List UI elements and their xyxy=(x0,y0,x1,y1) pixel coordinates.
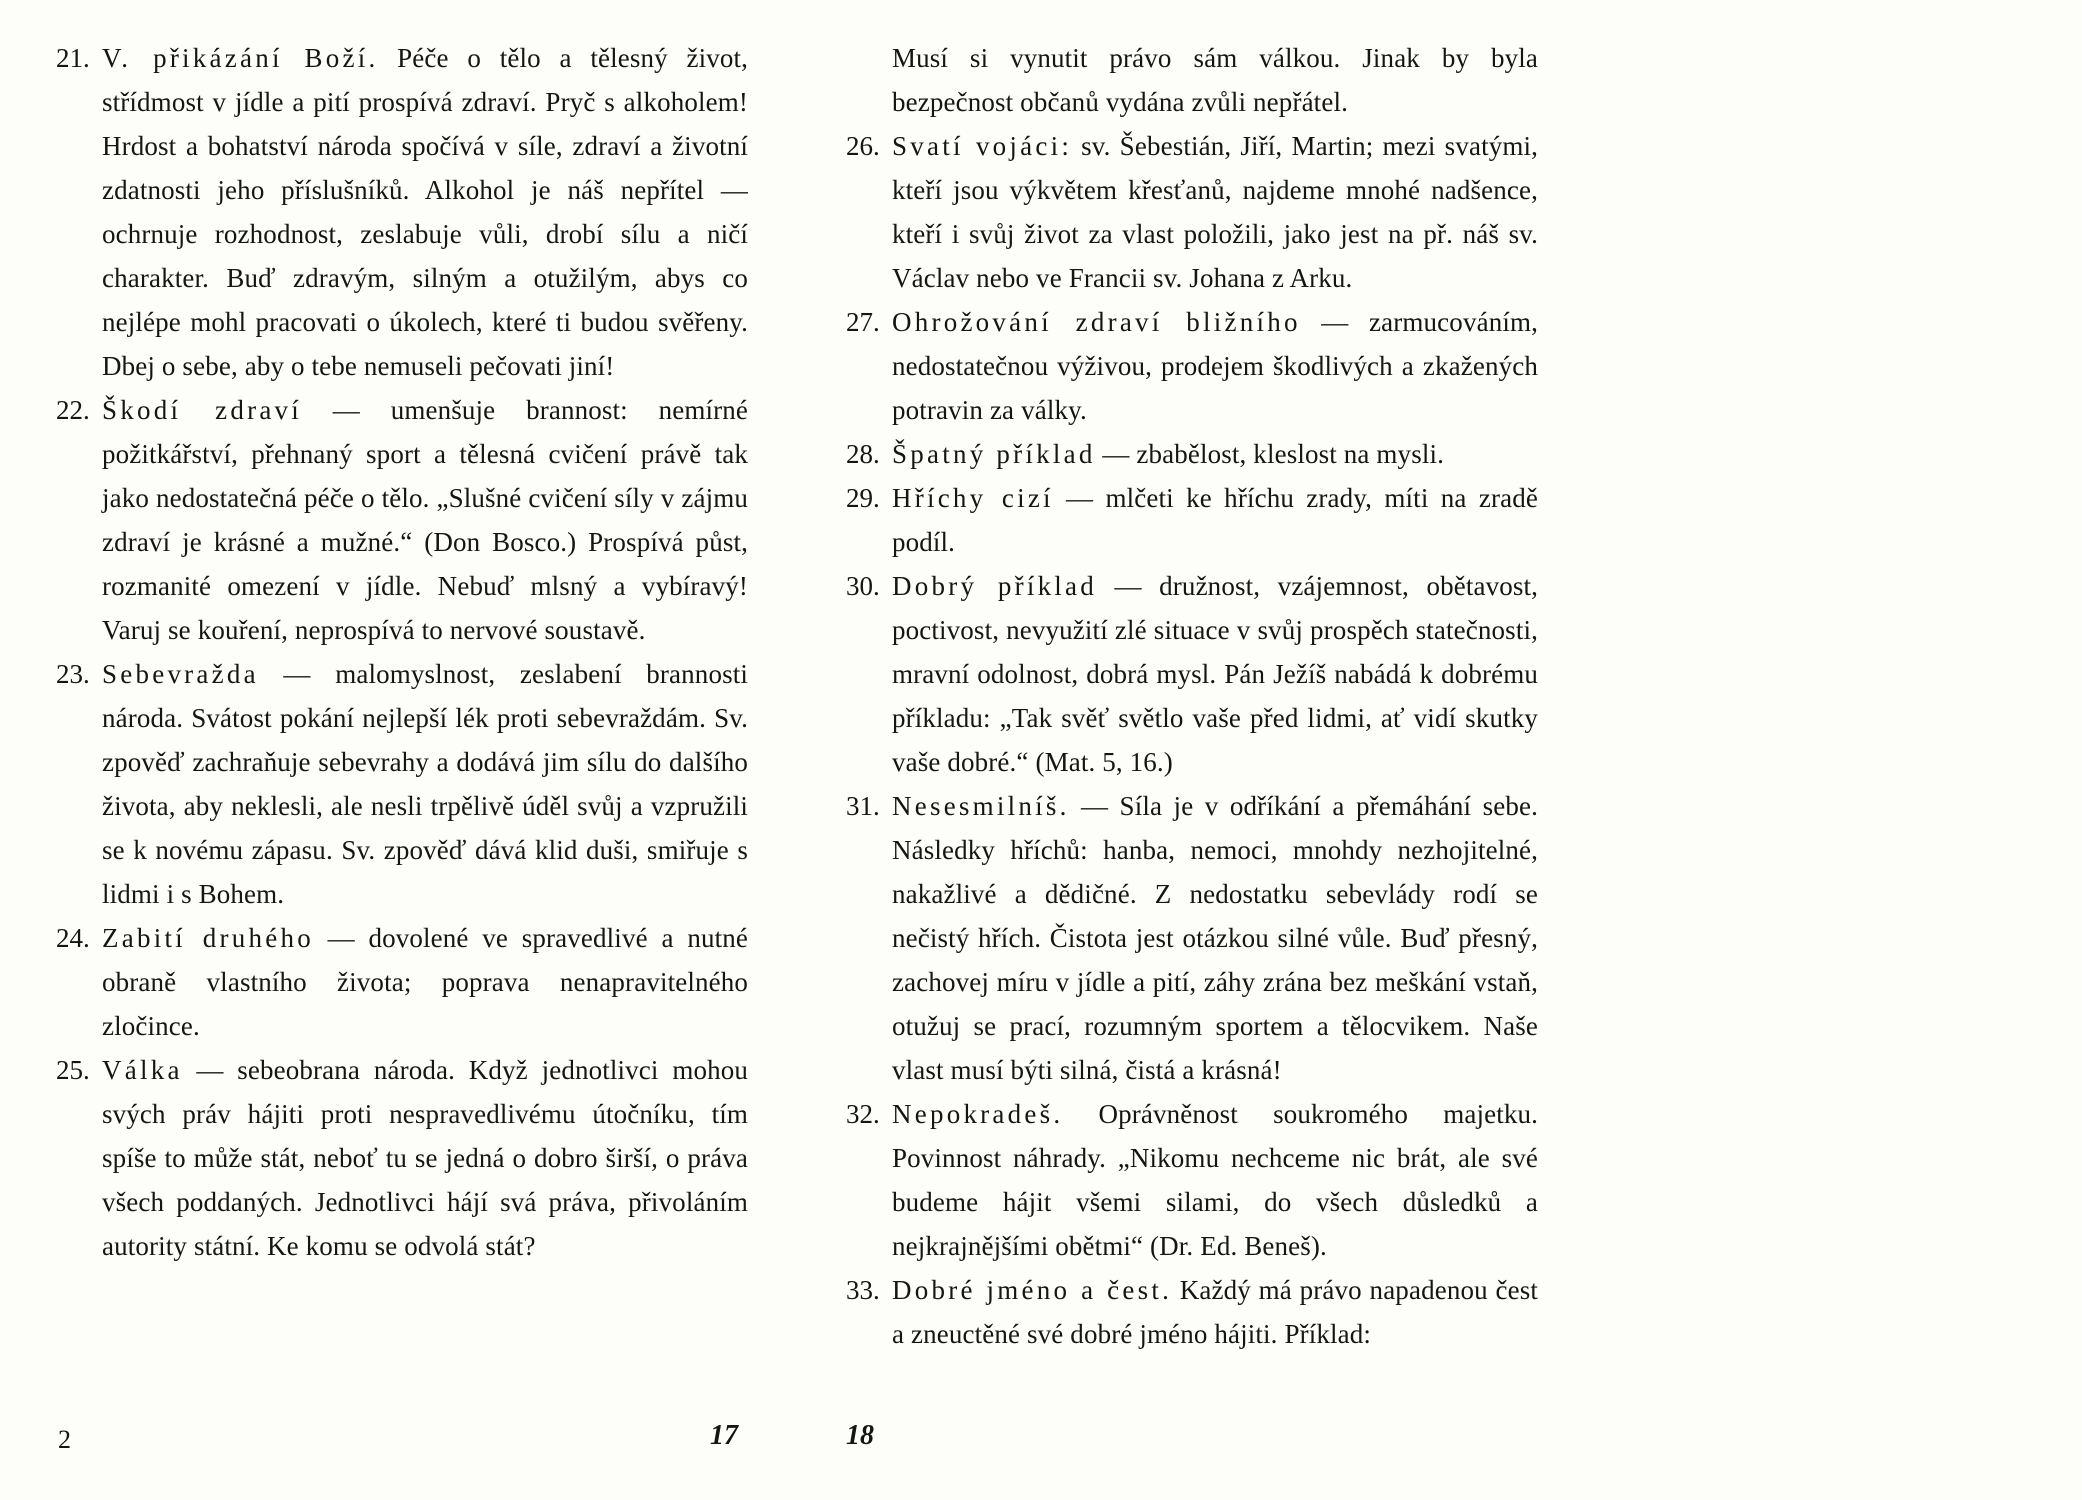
item-text: — sebeobrana národa. Když jednotlivci mohou svých práv hájiti proti nespravedlivému útočníku, tím spíše to může stát, neboť tu se jedná o dobro širší, o práva všech poddaných. Jednotlivci hájí svá práva, přivoláním autority státní. Ke komu se odvolá stát? xyxy=(102,1055,748,1261)
item-number: 30. xyxy=(846,571,880,601)
item-text: — Síla je v odříkání a přemáhání sebe. Následky hříchů: hanba, nemoci, mnohdy nezhojitelné, nakažlivé a dědičné. Z nedostatku sebevlády rodí se nečistý hřích. Čistota jest otázkou silné vůle. Buď přesný, zachovej míru v jídle a pití, záhy zrána bez meškání vstaň, otužuj se prací, rozumným sportem a tělocvikem. Naše vlast musí býti silná, čistá a krásná! xyxy=(892,791,1538,1085)
item-text: — malomyslnost, zeslabení brannosti národa. Svátost pokání nejlepší lék proti sebevraždám. Sv. zpověď zachraňuje sebevrahy a dodává jim sílu do dalšího života, aby neklesli, ale nesli trpělivě úděl svůj a vzpružili se k novému zápasu. Sv. zpověď dává klid duši, smiřuje s lidmi i s Bohem. xyxy=(102,659,748,909)
list-item-29 xyxy=(846,476,1538,564)
item-text: — zbabělost, kleslost na mysli. xyxy=(1102,439,1444,469)
item-number: 31. xyxy=(846,791,880,821)
item-text: — mlčeti ke hříchu zrady, míti na zradě podíl. xyxy=(892,483,1538,557)
item-text: Každý má právo napadenou čest a zneuctěné své dobré jméno hájiti. Příklad: xyxy=(892,1275,1538,1349)
list-item-22 xyxy=(56,388,748,652)
item-text: Péče o tělo a tělesný život, střídmost v jídle a pití prospívá zdraví. Pryč s alkoholem! Hrdost a bohatství národa spočívá v síle, zdraví a životní zdatnosti jeho příslušníků. Alkohol je náš nepřítel — ochrnuje rozhodnost, zeslabuje vůli, drobí sílu a ničí charakter. Buď zdravým, silným a otužilým, abys co nejlépe mohl pracovati o úkolech, které ti budou svěřeny. Dbej o sebe, aby o tebe nemuseli pečovati jiní! xyxy=(102,43,749,381)
item-number: 29. xyxy=(846,483,880,513)
right-page-column xyxy=(846,36,1538,1356)
item-lead: Zabití druhého xyxy=(102,923,314,953)
item-lead: Sebevražda xyxy=(102,659,259,689)
signature-number: 2 xyxy=(58,1425,71,1454)
item-lead: Škodí zdraví xyxy=(102,395,303,425)
item-number: 25. xyxy=(56,1055,90,1085)
item-number: 27. xyxy=(846,307,880,337)
item-text: — dovolené ve spravedlivé a nutné obraně vlastního života; poprava nenapravitelného zločince. xyxy=(102,923,748,1041)
list-item-31 xyxy=(846,784,1538,1092)
continuation-text: Musí si vynutit právo sám válkou. Jinak by byla bezpečnost občanů vydána zvůli nepřátel. xyxy=(892,43,1538,117)
item-number: 26. xyxy=(846,131,880,161)
list-item-28 xyxy=(846,432,1538,476)
item-lead: Nepokradeš. xyxy=(892,1099,1064,1129)
list-item-24 xyxy=(56,916,748,1048)
item-number: 24. xyxy=(56,923,90,953)
item-lead: Dobré jméno a čest. xyxy=(892,1275,1173,1305)
page-number-left: 17 xyxy=(710,1420,738,1451)
list-item-25 xyxy=(56,1048,748,1268)
item-text: Oprávněnost soukromého majetku. Povinnost náhrady. „Nikomu nechceme nic brát, ale své budeme hájit všemi silami, do všech důsledků a nejkrajnějšími obětmi“ (Dr. Ed. Beneš). xyxy=(892,1099,1539,1261)
left-page-column xyxy=(56,36,748,1268)
item-lead: Nesesmilníš. xyxy=(892,791,1070,821)
list-item-23 xyxy=(56,652,748,916)
list-item-21 xyxy=(56,36,748,388)
item-text: — umenšuje brannost: nemírné požitkářství, přehnaný sport a tělesná cvičení právě tak jako nedostatečná péče o tělo. „Slušné cvičení síly v zájmu zdraví je krásné a mužné.“ (Don Bosco.) Prospívá půst, rozmanité omezení v jídle. Nebuď mlsný a vybíravý! Varuj se kouření, neprospívá to nervové soustavě. xyxy=(102,395,748,645)
item-lead: Svatí vojáci: xyxy=(892,131,1073,161)
item-lead: V. přikázání Boží. xyxy=(102,43,379,73)
item-number: 32. xyxy=(846,1099,880,1129)
list-item-32 xyxy=(846,1092,1538,1268)
item-text: sv. Šebestián, Jiří, Martin; mezi svatými, kteří jsou výkvětem křesťanů, najdeme mnohé nadšence, kteří i svůj život za vlast položili, jako jest na př. náš sv. Václav nebo ve Francii sv. Johana z Arku. xyxy=(892,131,1539,293)
item-number: 21. xyxy=(56,43,90,73)
list-item-30 xyxy=(846,564,1538,784)
item-lead: Špatný příklad xyxy=(892,439,1096,469)
item-lead: Hříchy cizí xyxy=(892,483,1054,513)
item-lead: Válka xyxy=(102,1055,183,1085)
item-lead: Dobrý příklad xyxy=(892,571,1098,601)
page-number-right: 18 xyxy=(846,1420,874,1451)
item-text: — zarmucováním, nedostatečnou výživou, prodejem škodlivých a zkažených potravin za války. xyxy=(892,307,1538,425)
item-number: 23. xyxy=(56,659,90,689)
item-number: 22. xyxy=(56,395,90,425)
item-text: — družnost, vzájemnost, obětavost, poctivost, nevyužití zlé situace v svůj prospěch statečnosti, mravní odolnost, dobrá mysl. Pán Ježíš nabádá k dobrému příkladu: „Tak svěť světlo vaše před lidmi, ať vidí skutky vaše dobré.“ (Mat. 5, 16.) xyxy=(892,571,1539,777)
list-item-33 xyxy=(846,1268,1538,1356)
item-number: 33. xyxy=(846,1275,880,1305)
item-lead: Ohrožování zdraví bližního xyxy=(892,307,1301,337)
item-number: 28. xyxy=(846,439,880,469)
list-item-27 xyxy=(846,300,1538,432)
continuation-paragraph xyxy=(846,36,1538,124)
list-item-26 xyxy=(846,124,1538,300)
